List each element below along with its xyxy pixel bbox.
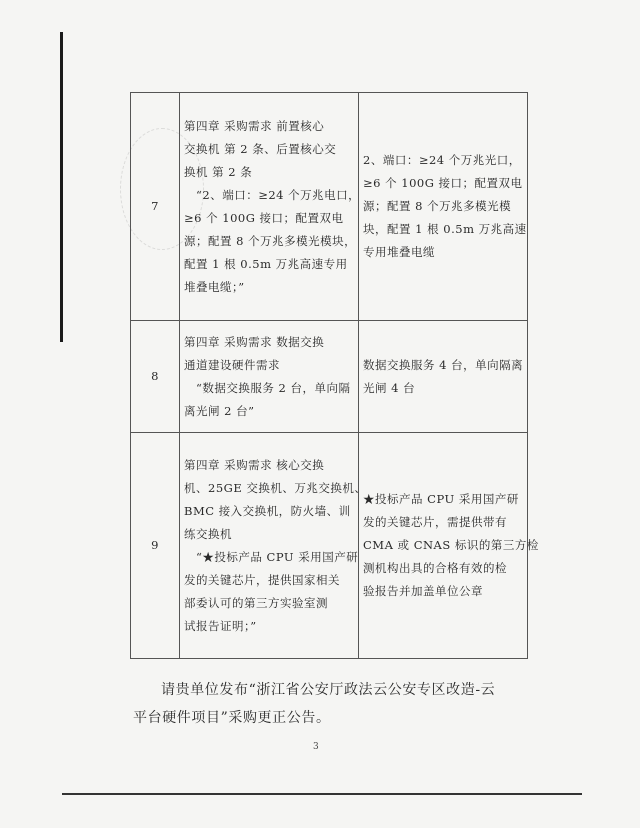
- revised-requirement-cell: [359, 93, 528, 321]
- revised-requirement-cell: [359, 321, 528, 433]
- text-line: 源；配置 8 个万兆多模光模块，: [184, 233, 357, 248]
- text-line: ★投标产品 CPU 采用国产研: [363, 492, 519, 506]
- text-line: 练交换机: [184, 526, 232, 541]
- closing-paragraph: [133, 676, 513, 732]
- row-number: 7: [131, 93, 180, 321]
- original-requirement-cell: [180, 93, 359, 321]
- text-line: 第四章 采购需求 数据交换: [184, 334, 325, 349]
- text-line: 通道建设硬件需求: [184, 357, 280, 372]
- scan-bottom-edge: [62, 793, 582, 795]
- scan-left-edge: [60, 32, 63, 342]
- text-line: 2、端口：≥24 个万兆光口，: [363, 153, 521, 167]
- text-line: 第四章 采购需求 前置核心: [184, 118, 325, 133]
- text-line: 发的关键芯片，提供国家相关: [184, 572, 340, 587]
- closing-line: 请贵单位发布“浙江省公安厅政法云公安专区改造-云: [161, 682, 496, 698]
- text-line: 专用堆叠电缆: [363, 245, 435, 259]
- text-line: 第四章 采购需求 核心交换: [184, 457, 325, 472]
- page-number: 3: [313, 742, 319, 752]
- text-line: 配置 1 根 0.5m 万兆高速专用: [184, 256, 348, 271]
- text-line: CMA 或 CNAS 标识的第三方检: [363, 538, 539, 552]
- row-number: 9: [131, 433, 180, 659]
- text-line: ≥6 个 100G 接口；配置双电: [184, 210, 344, 225]
- text-line: 部委认可的第三方实验室测: [184, 595, 328, 610]
- text-line: “★投标产品 CPU 采用国产研: [196, 549, 359, 564]
- text-line: “数据交换服务 2 台，单向隔: [196, 380, 351, 395]
- text-line: ≥6 个 100G 接口；配置双电: [363, 176, 523, 190]
- text-line: 光闸 4 台: [363, 380, 416, 395]
- text-line: 块，配置 1 根 0.5m 万兆高速: [363, 222, 527, 236]
- text-line: 试报告证明；”: [184, 618, 257, 633]
- original-requirement-cell: [180, 433, 367, 659]
- table-row: [131, 93, 528, 321]
- text-line: 验报告并加盖单位公章: [363, 584, 483, 598]
- correction-table: [130, 92, 539, 659]
- text-line: 发的关键芯片，需提供带有: [363, 515, 507, 529]
- original-requirement-cell: [180, 321, 359, 433]
- text-line: 换机 第 2 条: [184, 164, 253, 179]
- row-number: 8: [131, 321, 180, 433]
- text-line: 堆叠电缆；”: [184, 279, 245, 294]
- text-line: 机、25GE 交换机、万兆交换机、: [184, 480, 367, 495]
- text-line: “2、端口：≥24 个万兆电口，: [196, 187, 361, 202]
- text-line: BMC 接入交换机，防火墙、训: [184, 503, 351, 518]
- revised-requirement-cell: [359, 433, 539, 659]
- text-line: 离光闸 2 台”: [184, 403, 255, 418]
- closing-line: 平台硬件项目”采购更正公告。: [133, 710, 331, 726]
- text-line: 测机构出具的合格有效的检: [363, 561, 507, 575]
- text-line: 源；配置 8 个万兆多模光模: [363, 199, 512, 213]
- text-line: 交换机 第 2 条、后置核心交: [184, 141, 337, 156]
- table-row: [131, 321, 528, 433]
- table-row: [131, 433, 528, 659]
- text-line: 数据交换服务 4 台，单向隔离: [363, 357, 524, 372]
